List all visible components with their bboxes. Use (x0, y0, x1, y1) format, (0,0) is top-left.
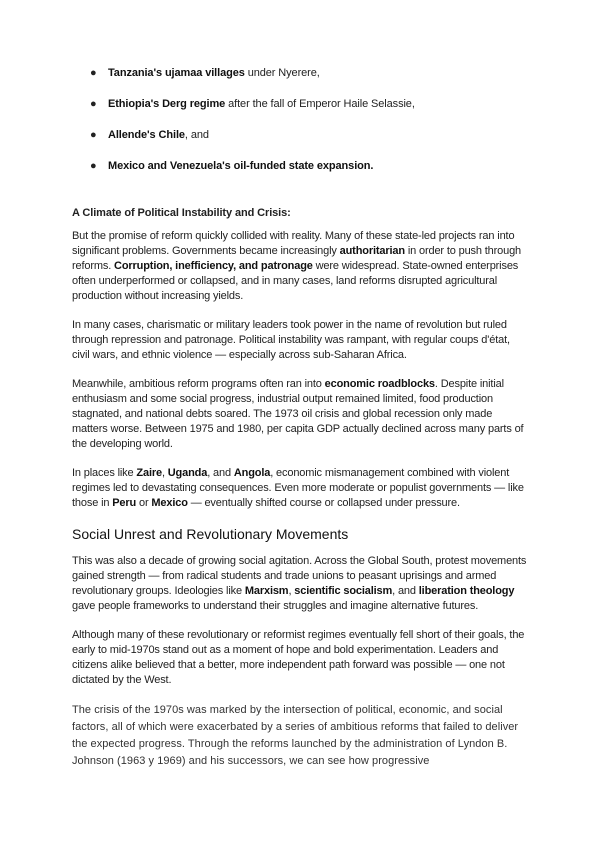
list-item: ● Tanzania's ujamaa villages under Nyerere, (90, 67, 320, 79)
list-item: ● Mexico and Venezuela's oil-funded state expansion. (90, 160, 374, 172)
list-item: ● Allende's Chile, and (90, 129, 209, 141)
paragraph-reform-reality: But the promise of reform quickly collided with reality. Many of these state-led projects ran into significant problems. Governments became increasingly authoritarian in order to push through reforms. Corruption, inefficiency, and patronage were widespread. State-owned enterprises often underperformed or collapsed, and in many cases, land reforms disrupted agricultural production without increasing yields. (72, 230, 522, 302)
bullet-icon: ● (90, 160, 97, 172)
bullet-icon: ● (90, 129, 97, 141)
paragraph-charismatic-leaders: In many cases, charismatic or military leaders took power in the name of revolution but ruled through repression and patronage. Political instability was rampant, with regular coups d'état, civil wars, and ethnic violence — especially across sub-Saharan Africa. (72, 319, 510, 361)
paragraph-economic-roadblocks: Meanwhile, ambitious reform programs often ran into economic roadblocks. Despite initial enthusiasm and some social progress, industrial output remained limited, food production stagnated, and national debts soared. The 1973 oil crisis and global recession only made matters worse. Between 1975 and 1980, per capita GDP actually declined across many parts of the developing world. (72, 378, 524, 450)
bullet-icon: ● (90, 98, 97, 110)
reform-examples-list (72, 66, 528, 173)
list-item: ● Ethiopia's Derg regime after the fall of Emperor Haile Selassie, (90, 98, 415, 110)
paragraph-hope-experimentation: Although many of these revolutionary or reformist regimes eventually fell short of their goals, the early to mid-1970s stand out as a moment of hope and bold experimentation. Leaders and citizens alike believed that a better, more independent path forward was possible — one not dictated by the West. (72, 629, 525, 686)
section-heading-social-unrest: Social Unrest and Revolutionary Movements (72, 526, 349, 542)
section-heading-political-instability: A Climate of Political Instability and Crisis: (72, 207, 291, 219)
paragraph-social-agitation: This was also a decade of growing social agitation. Across the Global South, protest movements gained strength — from radical students and trade unions to peasant uprisings and armed revolutionary groups. Ideologies like Marxism, scientific socialism, and liberation theology gave people frameworks to understand their struggles and imagine alternative futures. (72, 555, 527, 612)
bullet-icon: ● (90, 67, 97, 79)
paragraph-mismanagement: In places like Zaire, Uganda, and Angola, economic mismanagement combined with violent regimes led to devastating consequences. Even more moderate or populist governments — like those in Peru or Mexico — eventually shifted course or collapsed under pressure. (72, 467, 524, 509)
paragraph-crisis-1970s: The crisis of the 1970s was marked by the intersection of political, economic, and social factors, all of which were exacerbated by a series of ambitious reforms that failed to deliver the expected progress. Through the reforms launched by the administration of Lyndon B. Johnson (1963 y 1969) and his successors, we can see how progressive (72, 704, 519, 767)
